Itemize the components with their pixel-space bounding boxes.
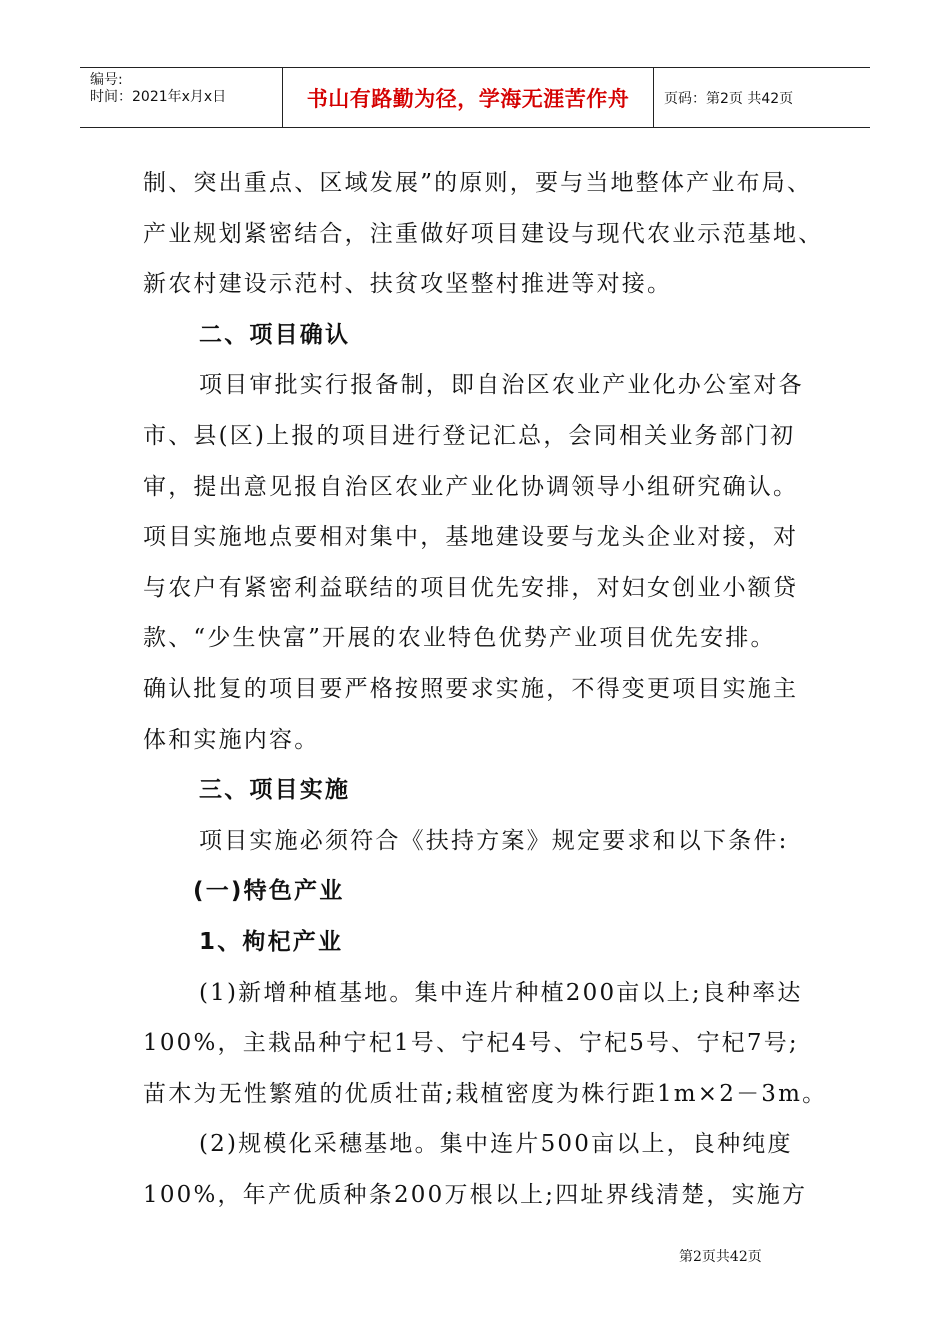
- footer-page-number: 第2页共42页: [679, 1249, 762, 1265]
- section-heading: 1、枸杞产业: [199, 928, 344, 955]
- time-label: 时间：2021年x月x日: [90, 89, 227, 105]
- section-heading: 二、项目确认: [199, 321, 351, 348]
- paragraph-line: 市、县(区)上报的项目进行登记汇总，会同相关业务部门初: [143, 422, 796, 449]
- paragraph-line: 体和实施内容。: [143, 726, 320, 753]
- paragraph-line: 产业规划紧密结合，注重做好项目建设与现代农业示范基地、: [143, 220, 824, 247]
- paragraph-line: 确认批复的项目要严格按照要求实施，不得变更项目实施主: [143, 675, 799, 702]
- paragraph-line: 项目实施必须符合《扶持方案》规定要求和以下条件:: [199, 827, 789, 854]
- paragraph-line: 新农村建设示范村、扶贫攻坚整村推进等对接。: [143, 271, 673, 298]
- paragraph-line: (2)规模化采穗基地。集中连片500亩以上，良种纯度: [199, 1131, 793, 1158]
- document-body: [143, 158, 828, 1220]
- header-motto: 书山有路勤为径，学海无涯苦作舟: [282, 68, 654, 127]
- document-header: [80, 67, 870, 128]
- paragraph-line: 100%，主栽品种宁杞1号、宁杞4号、宁杞5号、宁杞7号;: [143, 1030, 799, 1057]
- paragraph-line: 制、突出重点、区域发展”的原则，要与当地整体产业布局、: [143, 170, 813, 196]
- section-heading: 三、项目实施: [199, 777, 351, 804]
- paragraph-line: 项目审批实行报备制，即自治区农业产业化办公室对各: [199, 372, 804, 399]
- paragraph-line: 苗木为无性繁殖的优质壮苗;栽植密度为株行距1m×2－3m。: [143, 1080, 828, 1107]
- section-heading: (一)特色产业: [193, 878, 345, 905]
- paragraph-line: 项目实施地点要相对集中，基地建设要与龙头企业对接，对: [143, 524, 799, 551]
- number-label: 编号:: [90, 72, 123, 88]
- paragraph-line: 100%，年产优质种条200万根以上;四址界线清楚，实施方: [143, 1181, 808, 1208]
- header-meta-cell: [80, 68, 282, 127]
- paragraph-line: 审，提出意见报自治区农业产业化协调领导小组研究确认。: [143, 473, 799, 500]
- paragraph-line: 与农户有紧密利益联结的项目优先安排，对妇女创业小额贷: [143, 574, 799, 601]
- paragraph-line: (1)新增种植基地。集中连片种植200亩以上;良种率达: [199, 979, 803, 1006]
- paragraph-line: 款、“少生快富”开展的农业特色优势产业项目优先安排。: [143, 625, 776, 652]
- header-page-number: 页码：第2页 共42页: [664, 90, 794, 107]
